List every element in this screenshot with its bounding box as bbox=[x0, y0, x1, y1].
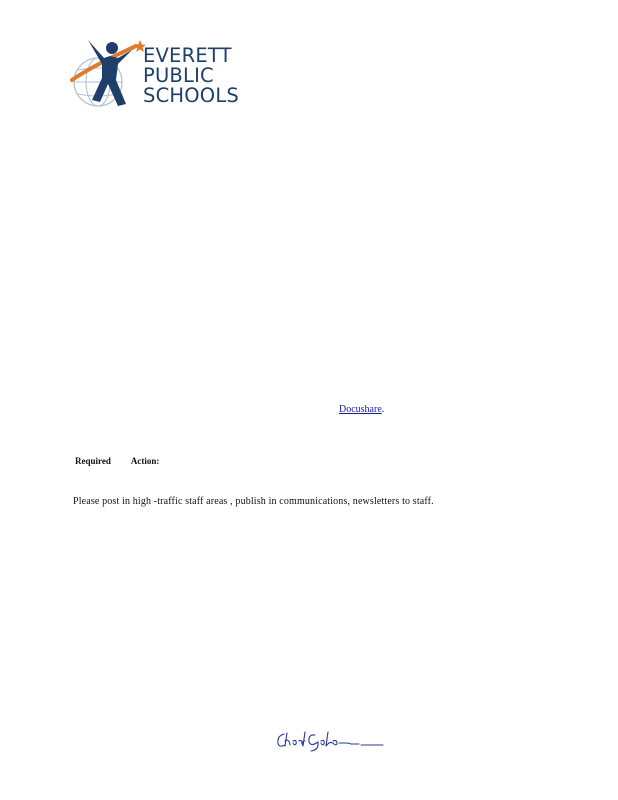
person-star-globe-icon bbox=[70, 36, 146, 112]
docushare-link[interactable]: Docushare bbox=[339, 404, 382, 415]
instruction-text: Please post in high -traffic staff areas , publish in communications, newsletters to staff. bbox=[73, 496, 434, 507]
required-label: Required bbox=[75, 456, 111, 466]
link-suffix: . bbox=[381, 404, 385, 415]
district-name bbox=[143, 46, 239, 106]
district-logo bbox=[70, 36, 260, 112]
logo-line-2: PUBLIC bbox=[143, 64, 214, 87]
docushare-line bbox=[339, 404, 384, 415]
logo-line-1: EVERETT bbox=[143, 44, 232, 67]
action-label: Action: bbox=[130, 456, 160, 466]
handwritten-signature bbox=[275, 728, 385, 754]
required-action-heading bbox=[75, 456, 159, 466]
logo-line-3: SCHOOLS bbox=[143, 84, 239, 107]
